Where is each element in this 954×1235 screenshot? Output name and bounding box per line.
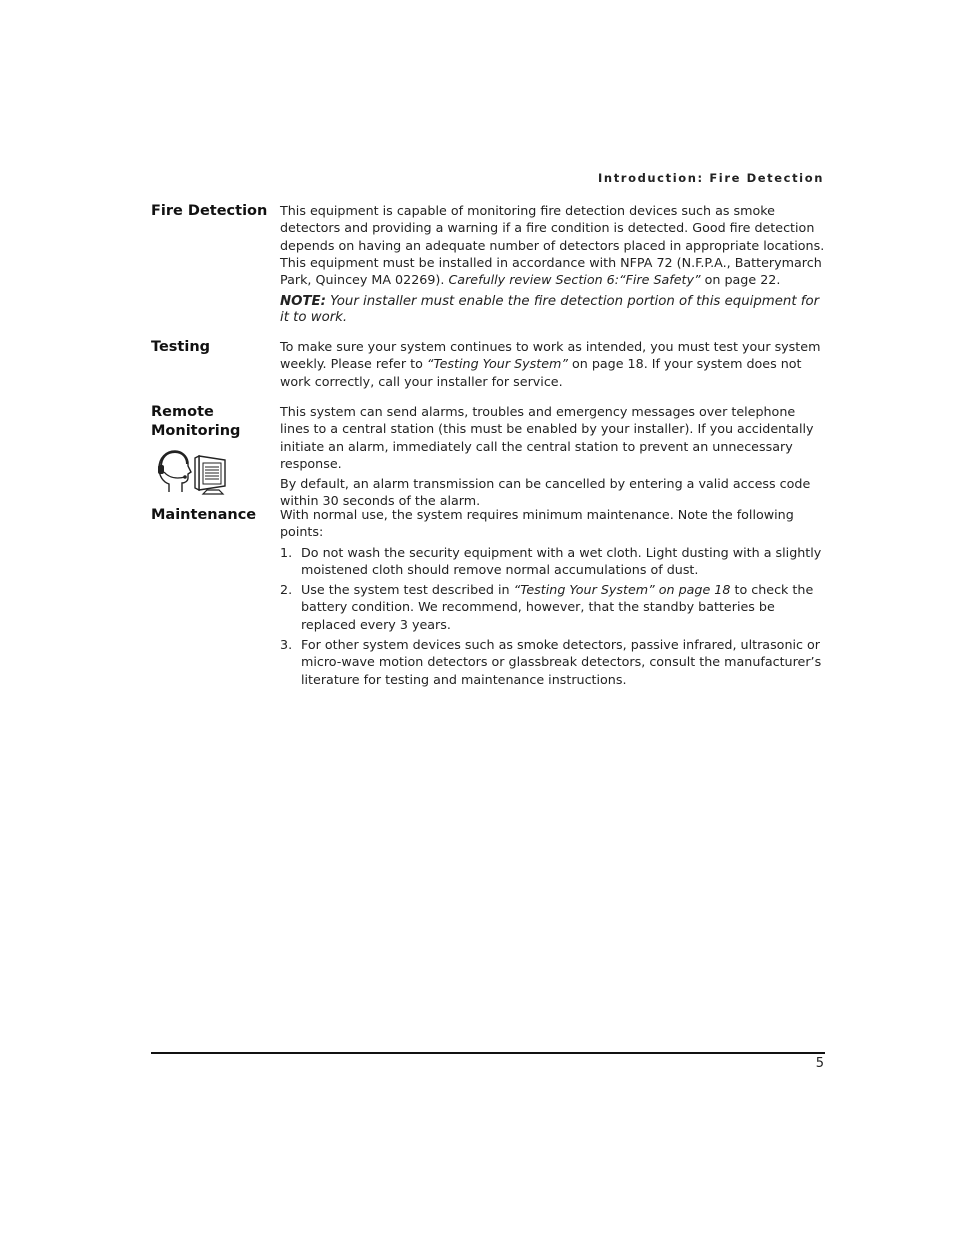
fire-detection-text: This equipment is capable of monitoring fire detection devices such as smoke detectors and providing a warning if a fire condition is detected. Good fire detection depends on having an adequate number of detectors placed in appropriate locations. This equipment must be installed in accordance with NFPA 72 (N.F.P.A., Batterymarch Park, Quincey MA 02269). [280, 203, 825, 288]
fire-safety-reference: Carefully review Section 6:“Fire Safety” [448, 272, 701, 288]
list-item-number: 1. [280, 544, 293, 560]
list-item-number: 3. [280, 637, 293, 653]
section-title-remote-monitoring: Remote Monitoring [151, 404, 241, 439]
testing-text-b: on page 18. If your system does not work correctly, call your installer for service. [280, 356, 802, 389]
testing-text-a: To make sure your system continues to work as intended, you must test your system weekly. Please refer to [280, 339, 821, 372]
page-number: 5 [815, 1056, 824, 1071]
section-body-fire-detection [280, 202, 825, 325]
list-item [280, 544, 825, 579]
computer-monitor-icon [195, 456, 225, 494]
section-fire-detection [151, 202, 825, 328]
section-title-testing: Testing [151, 339, 211, 355]
section-maintenance [151, 506, 825, 691]
list-item-text: Do not wash the security equipment with a wet cloth. Light dusting with a slightly moistened cloth should remove normal accumulations of dust. [301, 544, 822, 577]
list-item-text: Use the system test described in [301, 582, 514, 598]
testing-reference: “Testing Your System” [426, 356, 568, 372]
remote-monitoring-paragraph-2: By default, an alarm transmission can be cancelled by entering a valid access code within 30 seconds of the alarm. [280, 476, 811, 509]
fire-detection-note [280, 294, 825, 325]
footer-rule [151, 1052, 825, 1054]
section-body-remote-monitoring [280, 403, 825, 510]
section-title-fire-detection: Fire Detection [151, 203, 268, 219]
section-remote-monitoring [151, 403, 825, 513]
maintenance-intro: With normal use, the system requires minimum maintenance. Note the following points: [280, 507, 794, 540]
section-body-maintenance [280, 506, 825, 688]
operator-headset-icon [155, 448, 235, 496]
fire-safety-reference-tail: on page 22. [700, 272, 781, 288]
section-body-testing [280, 338, 825, 390]
note-text: Your installer must enable the fire detection portion of this equipment for it to work. [280, 294, 820, 325]
list-item [280, 581, 825, 633]
list-item-number: 2. [280, 582, 293, 598]
running-header: Introduction: Fire Detection [598, 171, 824, 185]
testing-paragraph [280, 338, 825, 390]
maintenance-list [280, 544, 825, 688]
section-testing [151, 338, 825, 393]
fire-detection-paragraph [280, 202, 825, 288]
remote-monitoring-icons [155, 448, 235, 500]
section-title-maintenance: Maintenance [151, 507, 257, 523]
list-item-text: For other system devices such as smoke detectors, passive infrared, ultrasonic or micro-wave motion detectors or glassbreak detectors, consult the manufacturer’s literature for testing and maintenance instructions. [301, 637, 822, 687]
note-label: NOTE: [280, 294, 326, 310]
remote-monitoring-paragraph-1: This system can send alarms, troubles and emergency messages over telephone lines to a central station (this must be enabled by your installer). If you accidentally initiate an alarm, immediately call the central station to prevent an unnecessary response. [280, 404, 814, 471]
list-item [280, 636, 825, 688]
list-item-reference: “Testing Your System” on page 18 [513, 582, 731, 598]
list-item-text-tail: to check the battery condition. We recommend, however, that the standby batteries be replaced every 3 years. [301, 582, 814, 632]
